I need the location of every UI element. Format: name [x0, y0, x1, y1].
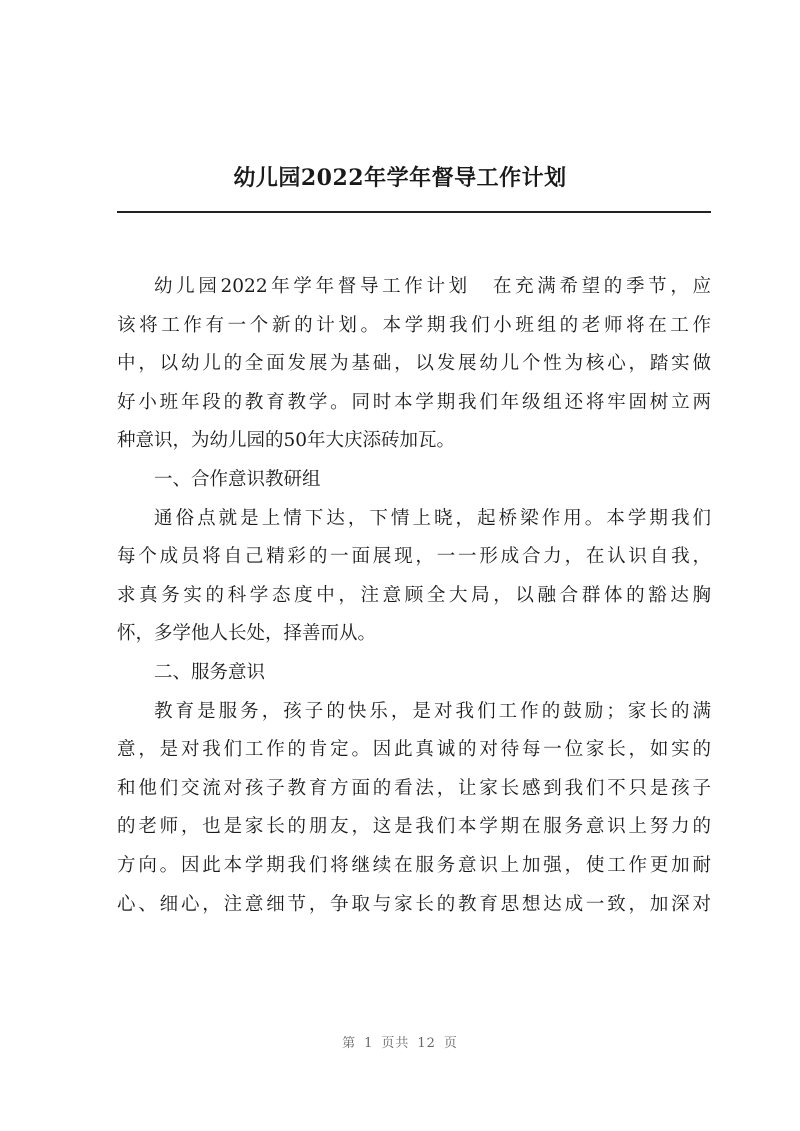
title-divider — [117, 211, 711, 213]
paragraph-line: 方向。因此本学期我们将继续在服务意识上加强，使工作更加耐 — [117, 854, 711, 876]
paragraph-line: 该将工作有一个新的计划。本学期我们小班组的老师将在工作 — [117, 314, 711, 336]
page-footer — [0, 1032, 800, 1051]
footer-page-suffix: 页 — [443, 1036, 458, 1051]
footer-page-label: 第 — [342, 1036, 357, 1051]
paragraph-line: 意，是对我们工作的肯定。因此真诚的对待每一位家长，如实的 — [117, 739, 711, 761]
paragraph-line: 求真务实的科学态度中，注意顾全大局，以融合群体的豁达胸 — [117, 584, 711, 606]
paragraph-line: 心、细心，注意细节，争取与家长的教育思想达成一致，加深对 — [117, 893, 711, 915]
paragraph-line: 每个成员将自己精彩的一面展现，一一形成合力，在认识自我， — [117, 546, 711, 568]
document-title: 幼儿园2022年学年督导工作计划 — [233, 165, 567, 191]
paragraph-line: 的老师，也是家长的朋友，这是我们本学期在服务意识上努力的 — [117, 816, 711, 838]
document-body — [117, 268, 711, 924]
section-heading: 一、合作意识教研组 — [154, 468, 321, 490]
paragraph-line: 教育是服务，孩子的快乐，是对我们工作的鼓励；家长的满 — [154, 700, 711, 722]
paragraph-line: 种意识，为幼儿园的50年大庆添砖加瓦。 — [117, 430, 456, 452]
footer-current-page: 1 — [364, 1036, 374, 1051]
section-heading: 二、服务意识 — [154, 661, 266, 683]
paragraph-line: 怀，多学他人长处，择善而从。 — [117, 623, 377, 645]
footer-total-pages: 12 — [417, 1036, 436, 1051]
paragraph-line: 中，以幼儿的全面发展为基础，以发展幼儿个性为核心，踏实做 — [117, 353, 711, 375]
paragraph-line: 通俗点就是上情下达，下情上晓，起桥梁作用。本学期我们 — [154, 507, 711, 529]
footer-of-label: 页共 — [381, 1036, 410, 1051]
paragraph-line: 和他们交流对孩子教育方面的看法，让家长感到我们不只是孩子 — [117, 777, 711, 799]
paragraph-line: 幼儿园2022年学年督导工作计划 在充满希望的季节，应 — [154, 276, 711, 297]
paragraph-line: 好小班年段的教育教学。同时本学期我们年级组还将牢固树立两 — [117, 391, 711, 413]
